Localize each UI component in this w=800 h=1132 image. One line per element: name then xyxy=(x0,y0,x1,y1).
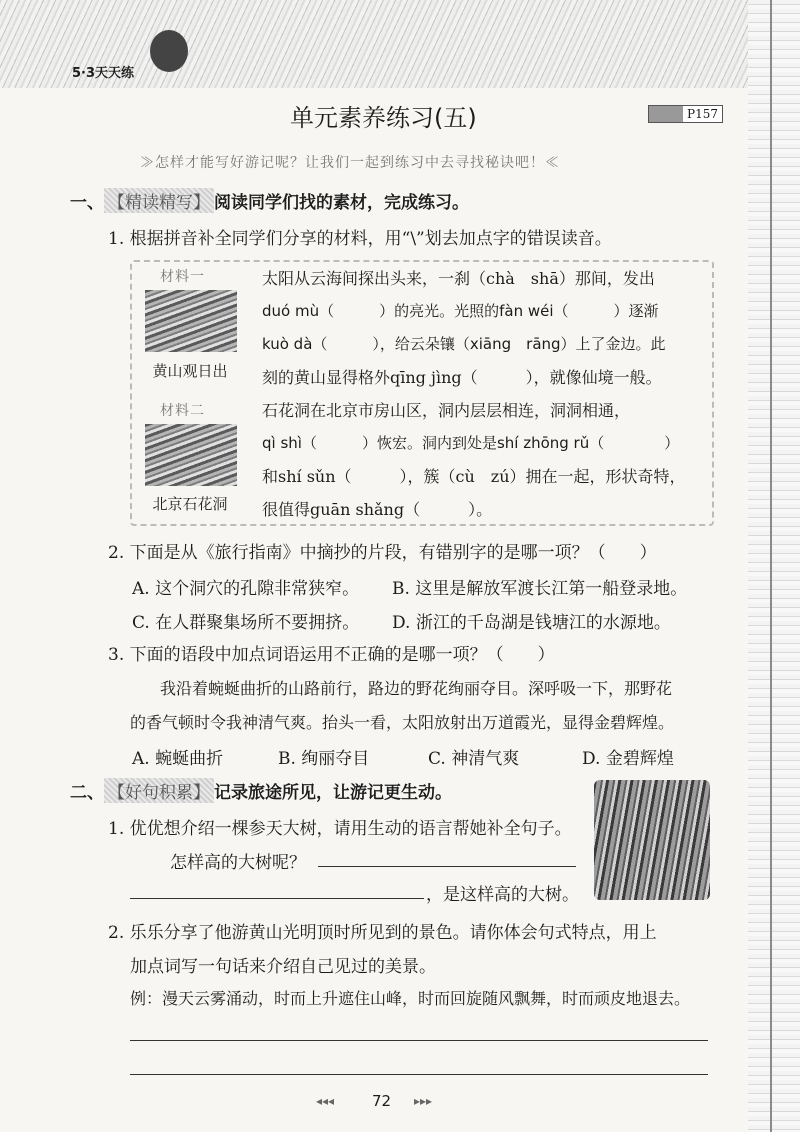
page-number: 72 xyxy=(372,1092,392,1110)
q4-line-2-suffix: ，是这样高的大树。 xyxy=(426,885,579,905)
q2-option-c: C. 在人群聚集场所不要拥挤。 xyxy=(132,613,360,633)
tree-photo xyxy=(594,780,710,900)
q3-option-d: D. 金碧辉煌 xyxy=(582,749,674,769)
answer-line-2[interactable] xyxy=(130,898,424,899)
section-1-tag: 【精读精写】 xyxy=(104,188,214,213)
q4-line-1-prompt: 怎样高的大树呢？ xyxy=(170,853,306,873)
question-1: 1. 根据拼音补全同学们分享的材料，用“\”划去加点字的错误读音。 xyxy=(108,229,612,249)
q3-option-b: B. 绚丽夺目 xyxy=(278,749,370,769)
section-1-heading: 一、 【精读精写】 阅读同学们找的素材，完成练习。 xyxy=(70,188,469,213)
q3-paragraph-line-1: 我沿着蜿蜒曲折的山路前行，路边的野花绚丽夺目。深呼吸一下，那野花 xyxy=(160,679,673,698)
q3-paragraph-line-2: 的香气顿时令我神清气爽。抬头一看，太阳放射出万道霞光，显得金碧辉煌。 xyxy=(130,713,675,732)
answer-line-3[interactable] xyxy=(130,1040,708,1041)
material-1-caption: 黄山观日出 xyxy=(152,362,228,380)
answer-line-1[interactable] xyxy=(318,866,576,867)
section-2-heading: 二、 【好句积累】 记录旅途所见，让游记更生动。 xyxy=(70,778,452,803)
q3-option-a: A. 蜿蜒曲折 xyxy=(132,749,224,769)
q2-option-b: B. 这里是解放军渡长江第一船登录地。 xyxy=(392,579,688,599)
page-spine xyxy=(748,0,800,1132)
question-2: 2. 下面是从《旅行指南》中摘抄的片段，有错别字的是哪一项？（ ） xyxy=(108,543,657,563)
page-reference: P157 xyxy=(648,105,723,123)
spine-line xyxy=(770,0,772,1132)
question-2-2-line-1: 2. 乐乐分享了他游黄山光明顶时所见到的景色。请你体会句式特点，用上 xyxy=(108,923,657,943)
question-2-2-line-2: 加点词写一句话来介绍自己见过的美景。 xyxy=(130,957,436,977)
material-1-text: 太阳从云海间探出头来，一刹（chà shā）那间，发出 duó mù（ ）的亮光。光照的fàn wéi（ ）逐渐 kuò dà（ ），给云朵镶（xiāng rāng）上了金边。此 刻的黄山显得格外qīng jìng（ ），就像仙境一般。 xyxy=(262,269,666,387)
q2-option-d: D. 浙江的千岛湖是钱塘江的水源地。 xyxy=(392,613,671,633)
section-2-tag: 【好句积累】 xyxy=(104,778,214,803)
material-2-caption: 北京石花洞 xyxy=(152,495,228,513)
left-arrows-icon: ◂◂◂ xyxy=(316,1094,335,1108)
mascot-icon xyxy=(150,30,188,72)
cave-photo xyxy=(145,424,237,486)
material-2-text: 石花洞在北京市房山区，洞内层层相连，洞洞相通， qì shì（ ）恢宏。洞内到处是shí zhōng rǔ（ ） 和shí sǔn（ ），簇（cù zú）拥在一起，形状奇特， 很值得guān shǎng（ ）。 xyxy=(262,401,686,519)
q2-option-a: A. 这个洞穴的孔隙非常狭窄。 xyxy=(132,579,360,599)
sunrise-photo xyxy=(145,290,237,352)
q3-option-c: C. 神清气爽 xyxy=(428,749,520,769)
brand-label: 5·3天天练 xyxy=(72,66,135,81)
answer-line-4[interactable] xyxy=(130,1074,708,1075)
material-2-tag: 材料二 xyxy=(160,403,205,419)
question-2-1: 1. 优优想介绍一棵参天大树，请用生动的语言帮她补全句子。 xyxy=(108,819,572,839)
page-title: 单元素养练习(五) xyxy=(290,104,477,132)
material-1-tag: 材料一 xyxy=(160,269,205,285)
intro-banner: ≫怎样才能写好游记呢？让我们一起到练习中去寻找秘诀吧！≪ xyxy=(140,155,560,171)
question-3: 3. 下面的语段中加点词语运用不正确的是哪一项？（ ） xyxy=(108,645,555,665)
right-arrows-icon: ▸▸▸ xyxy=(414,1094,433,1108)
q5-example: 例：漫天云雾涌动，时而上升遮住山峰，时而回旋随风飘舞，时而顽皮地退去。 xyxy=(130,989,691,1008)
